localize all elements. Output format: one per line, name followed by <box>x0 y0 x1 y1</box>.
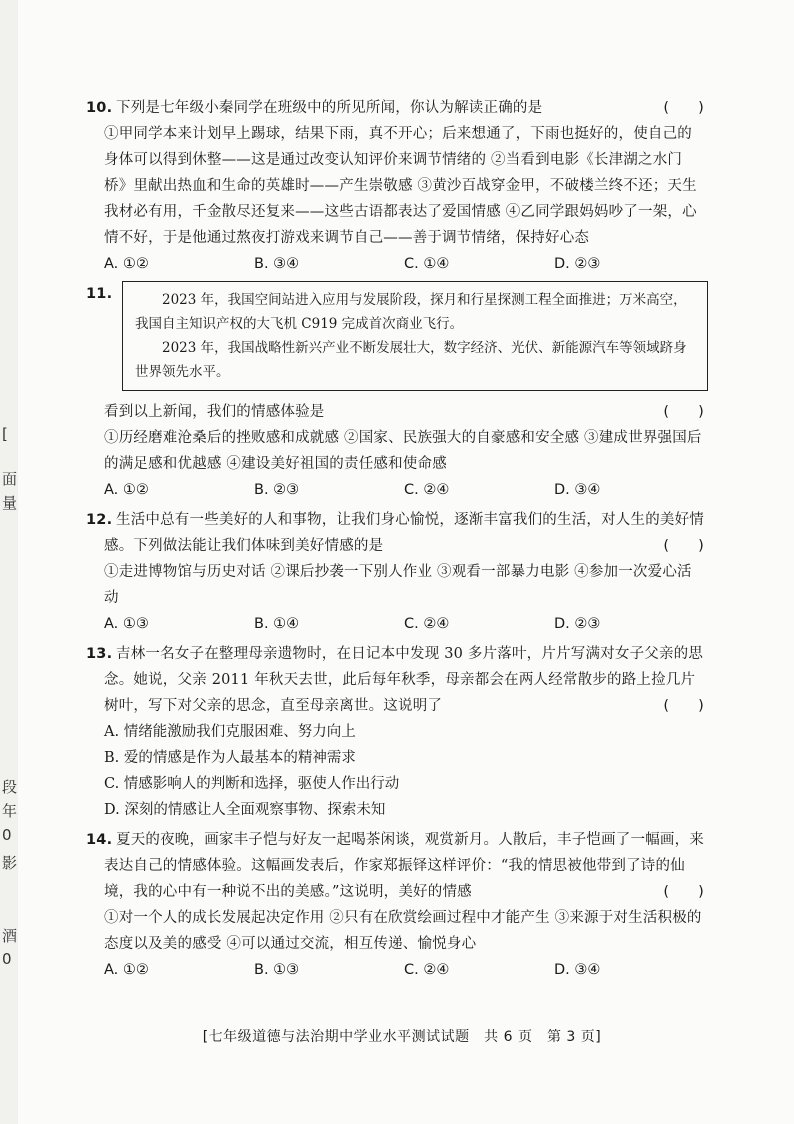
options-row <box>104 477 704 503</box>
option-c: C. ①④ <box>404 256 450 272</box>
option-c: C. ②④ <box>404 616 450 632</box>
question-number: 10. <box>86 100 113 116</box>
question-stem: 下列是七年级小秦同学在班级中的所见所闻，你认为解读正确的是 <box>116 100 543 116</box>
options-row <box>104 611 704 637</box>
margin-char: [ <box>2 425 8 443</box>
answer-parentheses: ( ) <box>663 404 704 420</box>
option-d: D. ③④ <box>554 962 601 978</box>
options-column <box>104 719 704 823</box>
margin-char: 量 <box>2 494 18 512</box>
option-a: A. 情绪能激励我们克服困难、努力向上 <box>104 724 356 740</box>
option-d: D. ②③ <box>554 256 601 272</box>
news-paragraph: 2023 年，我国空间站进入应用与发展阶段，探月和行星探测工程全面推进；万米高空，我国自主知识产权的大飞机 C919 完成首次商业飞行。 <box>135 292 687 332</box>
options-row <box>104 251 704 277</box>
margin-char: 面 <box>2 470 18 488</box>
option-d: D. ②③ <box>554 616 601 632</box>
question-10 <box>86 95 704 277</box>
question-stem: 夏天的夜晚，画家丰子恺与好友一起喝茶闲谈，观赏新月。人散后，丰子恺画了一幅画，来表达自己的情感体验。这幅画发表后，作家郑振铎这样评价：“我的情思被他带到了诗的仙境，我的心中有一种说不出的美感。”这说明，美好的情感 <box>104 832 704 900</box>
question-13 <box>86 641 704 823</box>
answer-parentheses: ( ) <box>663 884 704 900</box>
question-statements: ①历经磨难沧桑后的挫败感和成就感 ②国家、民族强大的自豪感和安全感 ③建成世界强国后的满足感和优越感 ④建设美好祖国的责任感和使命感 <box>104 430 702 472</box>
option-b: B. ②③ <box>254 482 300 498</box>
page-footer: [七年级道德与法治期中学业水平测试试题 共 6 页 第 3 页] <box>202 1029 602 1045</box>
option-a: A. ①② <box>104 482 149 498</box>
option-c: C. ②④ <box>404 482 450 498</box>
question-12 <box>86 507 704 637</box>
option-c: C. ②④ <box>404 962 450 978</box>
margin-char: 影 <box>2 854 18 872</box>
question-11 <box>86 281 704 503</box>
question-statements: ①走进博物馆与历史对话 ②课后抄袭一下别人作业 ③观看一部暴力电影 ④参加一次爱心活动 <box>104 564 692 606</box>
question-stem: 生活中总有一些美好的人和事物，让我们身心愉悦，逐渐丰富我们的生活，对人生的美好情感。下列做法能让我们体味到美好情感的是 <box>104 512 704 554</box>
margin-char: 0 <box>2 826 12 844</box>
question-statements: ①对一个人的成长发展起决定作用 ②只有在欣赏绘画过程中才能产生 ③来源于对生活积极的态度以及美的感受 ④可以通过交流，相互传递、愉悦身心 <box>104 910 702 952</box>
question-number: 11. <box>86 286 113 302</box>
question-number: 12. <box>86 512 113 528</box>
questions-area <box>86 95 704 987</box>
answer-parentheses: ( ) <box>663 100 704 116</box>
margin-char: 年 <box>2 802 18 820</box>
news-paragraph: 2023 年，我国战略性新兴产业不断发展壮大，数字经济、光伏、新能源汽车等领域跻身世界领先水平。 <box>135 340 687 380</box>
option-a: A. ①② <box>104 256 149 272</box>
options-row <box>104 957 704 983</box>
option-c: C. 情感影响人的判断和选择，驱使人作出行动 <box>104 776 400 792</box>
answer-parentheses: ( ) <box>663 698 704 714</box>
binding-gutter <box>0 0 18 1124</box>
question-stem: 吉林一名女子在整理母亲遗物时，在日记本中发现 30 多片落叶，片片写满对女子父亲的思念。她说，父亲 2011 年秋天去世，此后每年秋季，母亲都会在两人经常散步的路上捡几片树叶，写下对父亲的思念，直至母亲离世。这说明了 <box>104 646 704 714</box>
option-b: B. ③④ <box>254 256 300 272</box>
margin-char: 酒 <box>2 927 18 945</box>
question-statements: ①甲同学本来计划早上踢球，结果下雨，真不开心；后来想通了，下雨也挺好的，使自己的身体可以得到休整——这是通过改变认知评价来调节情绪的 ②当看到电影《长津湖之水门桥》里献出热血和生命的英雄时——产生崇敬感 ③黄沙百战穿金甲，不破楼兰终不还；天生我材必有用，千金散尽还复来——这些古语都表达了爱国情感 ④乙同学跟妈妈吵了一架，心情不好，于是他通过熬夜打游戏来调节自己——善于调节情绪，保持好心态 <box>104 126 697 246</box>
answer-parentheses: ( ) <box>663 538 704 554</box>
option-a: A. ①③ <box>104 616 149 632</box>
news-box <box>122 281 708 391</box>
option-d: D. ③④ <box>554 482 601 498</box>
question-number: 14. <box>86 832 113 848</box>
option-b: B. 爱的情感是作为人最基本的精神需求 <box>104 750 356 766</box>
question-14 <box>86 827 704 983</box>
question-stem: 看到以上新闻，我们的情感体验是 <box>104 404 325 420</box>
option-b: B. ①④ <box>254 616 300 632</box>
margin-char: 段 <box>2 778 18 796</box>
option-a: A. ①② <box>104 962 149 978</box>
question-number: 13. <box>86 646 113 662</box>
option-b: B. ①③ <box>254 962 300 978</box>
margin-char: 0 <box>2 950 12 968</box>
option-d: D. 深刻的情感让人全面观察事物、探索未知 <box>104 802 386 818</box>
